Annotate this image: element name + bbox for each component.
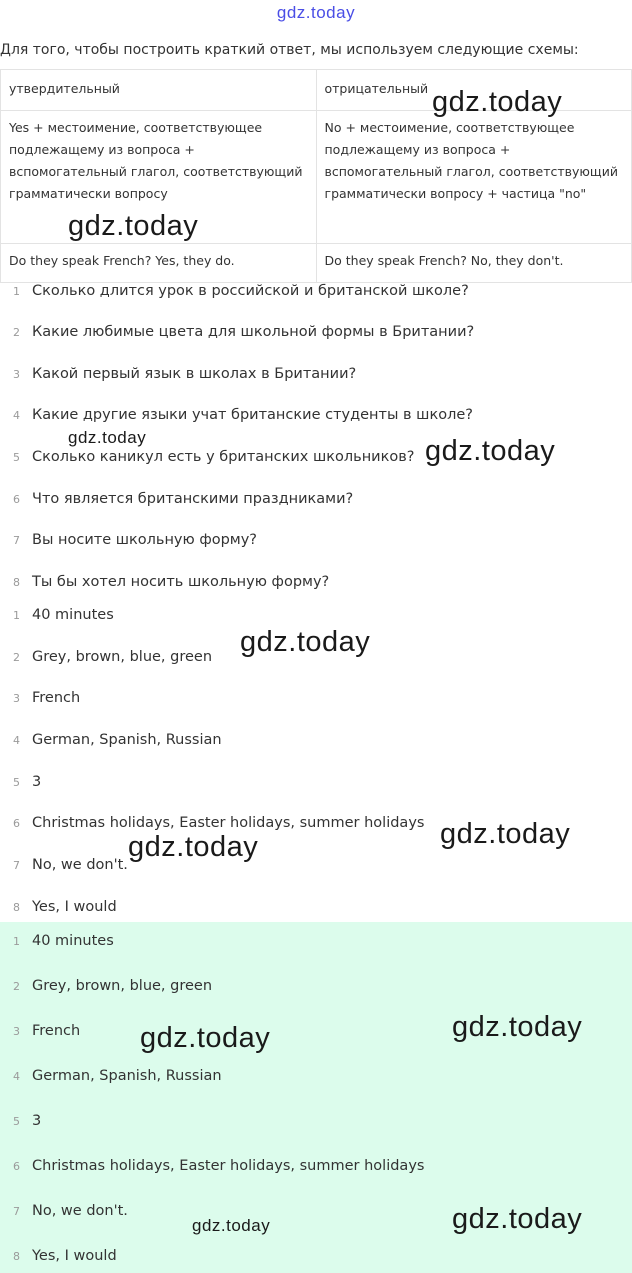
negative-header: отрицательный [316,70,632,111]
item-text: Grey, brown, blue, green [32,649,213,665]
item-number: 2 [13,326,20,339]
item-number: 8 [13,1250,20,1263]
list-item [0,276,469,306]
intro-text: Для того, чтобы построить краткий ответ, мы используем следующие схемы: [0,42,579,58]
watermark: gdz.today [452,1011,583,1043]
item-number: 6 [13,817,20,830]
list-item [0,1151,424,1181]
list-item [0,642,212,672]
item-number: 6 [13,493,20,506]
list-item [0,442,414,472]
item-number: 1 [13,935,20,948]
site-logo[interactable]: gdz.today [276,3,356,22]
watermark: gdz.today [128,831,259,863]
watermark: gdz.today [432,86,563,118]
list-item [0,1061,222,1091]
watermark: gdz.today [192,1216,271,1235]
item-text: French [32,690,81,706]
item-text: 40 minutes [32,607,114,623]
item-text: German, Spanish, Russian [32,1068,222,1084]
item-number: 1 [13,609,20,622]
list-item [0,767,41,797]
item-number: 3 [13,368,20,381]
item-number: 3 [13,692,20,705]
item-number: 4 [13,409,20,422]
item-text: Сколько длится урок в российской и британской школе? [32,283,469,299]
negative-example: Do they speak French? No, they don't. [316,244,632,283]
item-number: 5 [13,1115,20,1128]
item-number: 7 [13,1205,20,1218]
affirmative-header: утвердительный [1,70,317,111]
item-text: French [32,1023,81,1039]
list-item [0,1196,128,1226]
item-number: 4 [13,1070,20,1083]
list-item [0,359,356,389]
list-item [0,1241,117,1271]
item-number: 7 [13,534,20,547]
item-text: No, we don't. [32,857,128,873]
item-text: Какие другие языки учат британские студенты в школе? [32,407,473,423]
list-item [0,400,473,430]
item-number: 1 [13,285,20,298]
item-text: No, we don't. [32,1203,128,1219]
item-number: 2 [13,980,20,993]
list-item [0,525,257,555]
item-text: Christmas holidays, Easter holidays, summer holidays [32,815,425,831]
item-number: 3 [13,1025,20,1038]
item-number: 6 [13,1160,20,1173]
item-text: Yes, I would [32,899,117,915]
item-text: Christmas holidays, Easter holidays, summer holidays [32,1158,425,1174]
watermark: gdz.today [140,1022,271,1054]
list-item [0,971,212,1001]
list-item [0,317,474,347]
watermark: gdz.today [452,1203,583,1235]
item-text: Сколько каникул есть у британских школьников? [32,449,415,465]
item-text: Вы носите школьную форму? [32,532,258,548]
item-number: 8 [13,576,20,589]
item-number: 2 [13,651,20,664]
list-item [0,725,222,755]
item-text: Какие любимые цвета для школьной формы в Британии? [32,324,475,340]
watermark: gdz.today [68,210,199,242]
list-item [0,567,329,597]
list-item [0,1106,41,1136]
list-item [0,892,117,922]
watermark: gdz.today [425,435,556,467]
item-number: 4 [13,734,20,747]
item-text: German, Spanish, Russian [32,732,222,748]
item-number: 5 [13,451,20,464]
list-item [0,926,114,956]
item-text: 3 [32,774,42,790]
watermark: gdz.today [68,428,147,447]
watermark: gdz.today [240,626,371,658]
list-item [0,1016,80,1046]
item-text: Какой первый язык в школах в Британии? [32,366,357,382]
item-text: Yes, I would [32,1248,117,1264]
item-number: 8 [13,901,20,914]
affirmative-example: Do they speak French? Yes, they do. [1,244,317,283]
item-text: 40 minutes [32,933,114,949]
item-text: Ты бы хотел носить школьную форму? [32,574,330,590]
item-text: Что является британскими праздниками? [32,491,354,507]
list-item [0,484,353,514]
item-number: 5 [13,776,20,789]
list-item [0,850,128,880]
affirmative-formula: Yes + местоимение, соответствующее подлежащему из вопроса + вспомогательный глагол, соответствующий грамматически вопросу [1,111,317,244]
negative-formula: No + местоимение, соответствующее подлежащему из вопроса + вспомогательный глагол, соответствующий грамматически вопросу + частица "no" [316,111,632,244]
item-text: 3 [32,1113,42,1129]
item-text: Grey, brown, blue, green [32,978,213,994]
list-item [0,683,80,713]
item-number: 7 [13,859,20,872]
watermark: gdz.today [440,818,571,850]
list-item [0,600,114,630]
